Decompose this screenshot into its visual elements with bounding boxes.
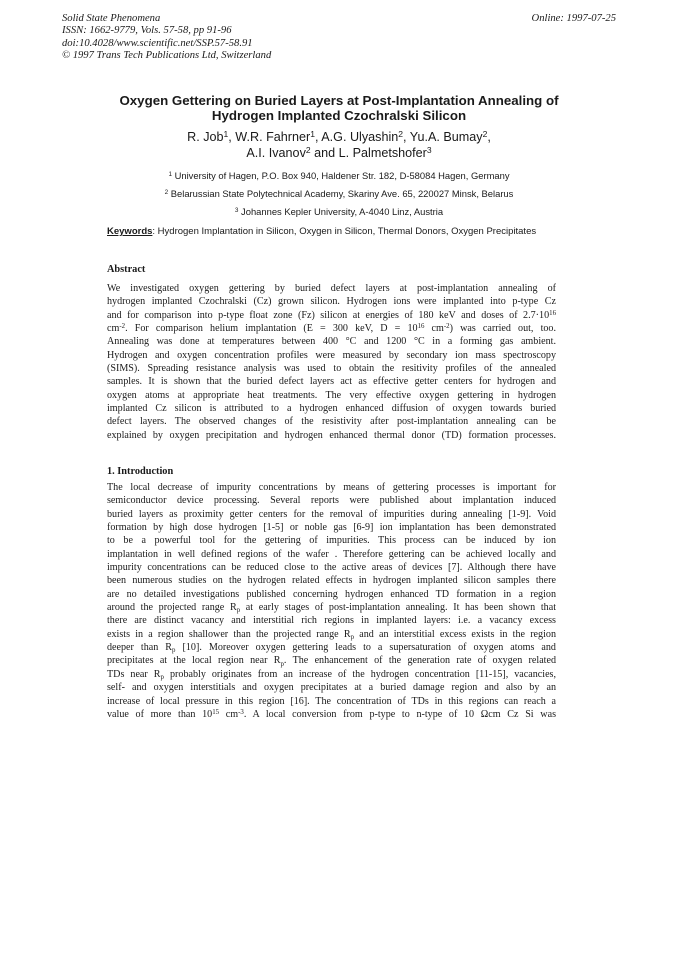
abstract-line: implanted Cz silicon is attributed to a hydrogen enhanced diffusion of oxygen towards buried [107, 403, 556, 415]
subscript: p [280, 660, 284, 668]
intro-line: buried layers as proximity getter centers for the removal of impurities during annealing [1-9]. Void [107, 508, 556, 520]
text-run: around the projected range R [107, 602, 237, 614]
superscript: 15 [212, 708, 220, 716]
affiliation-mark: 1 [310, 129, 315, 140]
affiliation-mark: 2 [164, 189, 169, 197]
superscript: -2 [443, 322, 450, 330]
affiliation-text: Belarussian State Polytechnical Academy, Skariny Ave. 65, 220027 Minsk, Belarus [168, 188, 514, 199]
author-line-2 [90, 145, 588, 161]
intro-line [107, 641, 556, 654]
introduction-heading: 1. Introduction [107, 466, 174, 477]
title-line-1: Oxygen Gettering on Buried Layers at Post-Implantation Annealing of [119, 93, 559, 108]
affiliation-2 [90, 185, 588, 203]
copyright-line: © 1997 Trans Tech Publications Ltd, Switzerland [62, 50, 272, 62]
subscript: p [160, 673, 164, 681]
author-name: R. Job [187, 130, 224, 144]
text-run: exists in a region shallower than the projected range R [107, 628, 351, 640]
intro-line: semiconductor device processing. Several reports were published about implantation induced [107, 495, 556, 507]
text-run: and an interstitial excess exists in the region [354, 628, 556, 640]
intro-line: increase of local pressure in this region [16]. The concentration of TDs in this regions can reach a [107, 695, 556, 707]
superscript: 16 [549, 309, 556, 317]
abstract-line: explained by oxygen precipitation and hydrogen enhanced thermal donor (TD) formation processes. [107, 429, 556, 441]
keywords [107, 226, 556, 238]
intro-line: impurity concentrations can be reduced close to the active areas of devices [7]. Although there have [107, 562, 556, 574]
superscript: 16 [417, 322, 425, 330]
paper-title [90, 93, 588, 123]
intro-line: to be a powerful tool for the gettering of impurities. This process can be induced by ion [107, 535, 556, 547]
text-run: ) was carried out, too. [449, 323, 556, 335]
intro-line: formation by high dose hydrogen [1-5] or noble gas [6-9] ion implantation has been demonstrated [107, 522, 556, 534]
abstract-heading: Abstract [107, 264, 146, 275]
text-run: at early stages of post-implantation annealing. It has been shown that [240, 602, 556, 614]
text-run: precipitates at the local region near R [107, 655, 281, 667]
abstract-line: We investigated oxygen gettering by buried defect layers at post-implantation annealing of [107, 283, 556, 294]
intro-line: implantation in well defined regions of the wafer . Therefore gettering can be achieved locally and [107, 548, 556, 560]
text-run: probably originates from an increase of the hydrogen concentration [11-15], vacancies, [163, 668, 557, 680]
author-name: , A.G. Ulyashin [314, 130, 399, 144]
text-run: and for comparison into p-type float zone (Fz) silicon at energies of 180 keV and doses of 2.7·10 [107, 309, 550, 321]
online-date: Online: 1997-07-25 [531, 13, 616, 24]
keywords-label: Keywords [107, 226, 153, 237]
superscript: -3 [238, 708, 244, 716]
text-run: deeper than R [107, 642, 173, 654]
title-line-2: Hydrogen Implanted Czochralski Silicon [211, 108, 467, 123]
affiliation-mark: 1 [223, 129, 229, 140]
affiliation-mark: 2 [482, 129, 488, 140]
intro-line [107, 628, 556, 641]
journal-header [62, 13, 271, 63]
abstract-line [107, 309, 556, 322]
abstract-line: hydrogen implanted Czochralski (Cz) grown silicon. Hydrogen ions were implanted into p-type Cz [107, 296, 556, 308]
affiliation-mark: 3 [234, 207, 239, 215]
affiliation-mark: 2 [305, 145, 311, 156]
abstract-body [107, 282, 556, 442]
intro-line [107, 654, 556, 667]
abstract-line: defect layers. The observed changes of the resistivity after post-implantation annealing can be [107, 416, 556, 428]
author-list [90, 129, 588, 161]
text-run: TDs near R [107, 668, 161, 680]
intro-line [107, 708, 556, 721]
affiliation-mark: 1 [168, 171, 173, 179]
text-run: . The enhancement of the generation rate of oxygen related [283, 655, 557, 667]
text-run: cm [107, 323, 120, 335]
text-run: cm [219, 708, 239, 720]
intro-line: been numerous studies on the hydrogen related effects in hydrogen implanted silicon samples there [107, 575, 556, 587]
affiliation-1 [90, 167, 588, 185]
author-separator: , [487, 130, 491, 144]
intro-line: The local decrease of impurity concentrations by means of gettering processes is important for [107, 482, 556, 493]
intro-line: there are distinct vacancy and interstitial rich regions in implanted layers: i.e. a vacancy excess [107, 615, 556, 627]
subscript: p [350, 633, 355, 641]
intro-line [107, 668, 556, 681]
subscript: p [172, 647, 176, 655]
journal-name: Solid State Phenomena [62, 13, 161, 24]
intro-line: self- and oxygen interstitials and oxygen precipitates at a buried damage region and also by an [107, 682, 556, 694]
abstract-line: Annealing was done at temperatures between 400 °C and 1200 °C in a forming gas ambient. [107, 336, 556, 348]
affiliation-mark: 2 [398, 129, 404, 140]
text-run: value of more than 10 [107, 708, 213, 720]
keywords-text: : Hydrogen Implantation in Silicon, Oxygen in Silicon, Thermal Donors, Oxygen Precipitates [152, 226, 537, 237]
author-name: and L. Palmetshofer [310, 146, 427, 160]
doi-line: doi:10.4028/www.scientific.net/SSP.57-58.91 [62, 37, 253, 49]
intro-line [107, 601, 556, 614]
affiliation-text: Johannes Kepler University, A-4040 Linz, Austria [238, 206, 444, 217]
intro-line: are no detailed investigations published concerning hydrogen enhanced TD formation in a region [107, 588, 556, 600]
author-name: , W.R. Fahrner [228, 130, 311, 144]
author-line-1 [90, 129, 588, 145]
text-run: cm [424, 323, 444, 335]
issn-line: ISSN: 1662-9779, Vols. 57-58, pp 91-96 [62, 25, 232, 37]
subscript: p [236, 607, 241, 615]
abstract-line: Hydrogen and oxygen concentration profiles were measured by secondary ion mass spectroscopy [107, 349, 556, 361]
introduction-body [107, 481, 556, 721]
text-run: [10]. Moreover oxygen gettering leads to a supersaturation of oxygen atoms and [175, 642, 556, 654]
abstract-line: oxygen atoms at appropriate heat treatments. The very effective oxygen gettering in hydrogen [107, 389, 556, 401]
superscript: -2 [119, 322, 126, 330]
text-run: . For comparison helium implantation (E = 300 keV, D = 10 [125, 323, 418, 335]
author-name: , Yu.A. Bumay [403, 130, 483, 144]
affiliation-list [90, 167, 588, 221]
author-name: A.I. Ivanov [246, 146, 306, 160]
abstract-line: (SIMS). Spreading resistance analysis was used to obtain the resitivity profiles of the annealed [107, 363, 556, 375]
text-run: . A local conversion from p-type to n-type of 10 Ωcm Cz Si was [243, 708, 556, 720]
affiliation-3 [90, 203, 588, 221]
abstract-line [107, 322, 556, 335]
affiliation-mark: 3 [426, 145, 432, 156]
affiliation-text: University of Hagen, P.O. Box 940, Haldener Str. 182, D-58084 Hagen, Germany [172, 170, 510, 181]
abstract-line: samples. It is shown that the buried defect layers act as effective getter centers for hydrogen and [107, 376, 556, 388]
